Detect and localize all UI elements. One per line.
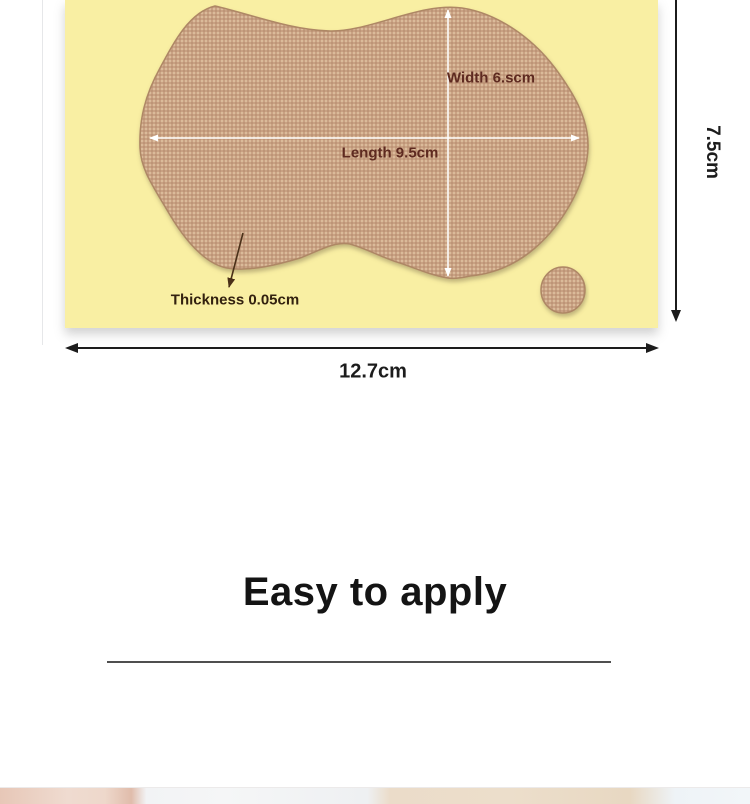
- overall-width-arrow-right-icon: [646, 343, 659, 353]
- patch-illustration: [65, 0, 658, 328]
- diagram-panel: [65, 0, 658, 328]
- section-divider: [107, 661, 611, 663]
- thickness-label: Thickness 0.05cm: [170, 291, 300, 309]
- page-edge-line: [42, 0, 43, 345]
- height-dimension-line: [675, 0, 677, 320]
- apply-section-heading: Easy to apply: [242, 570, 508, 614]
- overall-width-label: 12.7cm: [339, 360, 407, 383]
- overall-width-arrow-left-icon: [65, 343, 78, 353]
- dimension-diagram: [0, 0, 750, 400]
- patch-shape: [140, 6, 588, 278]
- overall-width-dimension-line: [76, 347, 648, 349]
- height-label: 7.5cm: [702, 125, 723, 179]
- height-arrow-down-icon: [671, 310, 681, 322]
- width-label: Width 6.scm: [446, 69, 536, 87]
- mini-patch-circle: [541, 267, 585, 313]
- length-label: Length 9.5cm: [341, 144, 439, 162]
- next-photo-strip: [0, 787, 750, 804]
